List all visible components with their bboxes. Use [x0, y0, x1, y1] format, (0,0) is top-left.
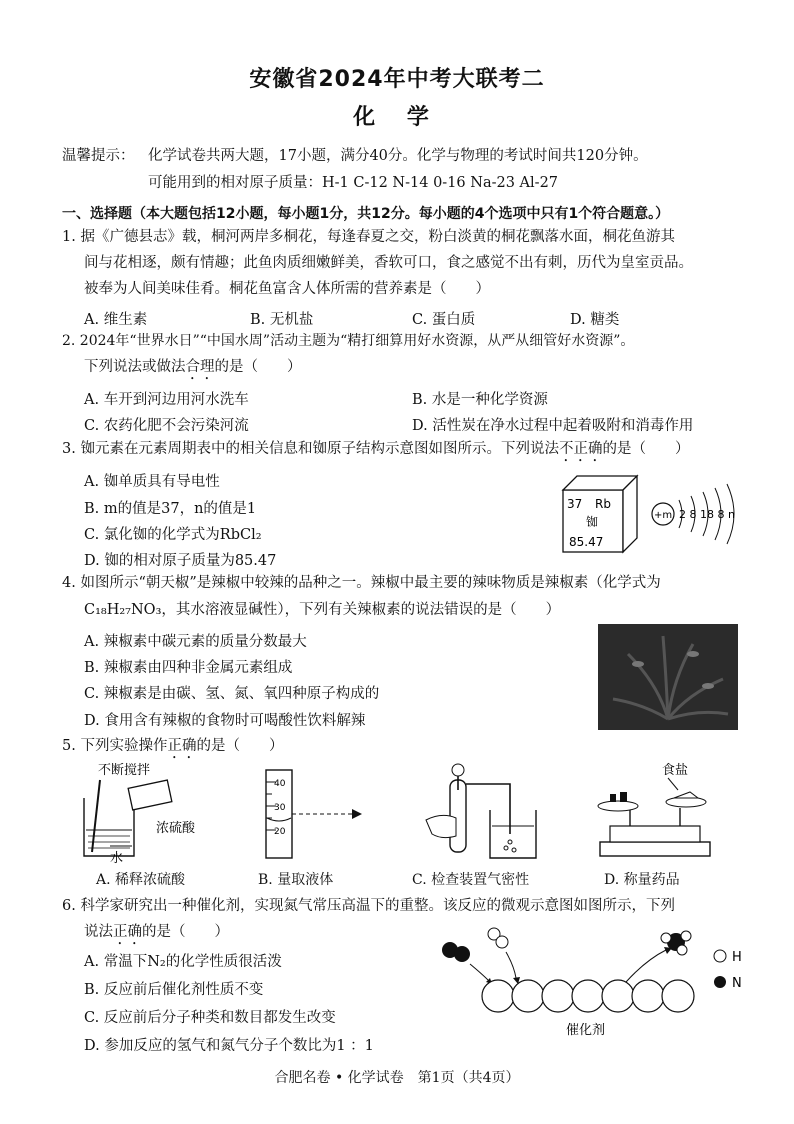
- q2-option-c: C. 农药化肥不会污染河流: [84, 418, 249, 434]
- page-footer: 合肥名卷 • 化学试卷 第1页（共4页）: [274, 1070, 520, 1086]
- n2-molecule: [442, 942, 470, 962]
- q1-option-b: B. 无机盐: [250, 312, 314, 328]
- periodic-cell: [563, 476, 637, 552]
- q5-line1-c: 的是（ ）: [196, 738, 284, 754]
- q2-line2: [84, 354, 302, 383]
- notice-line1: 化学试卷共两大题，17小题，满分40分。化学与物理的考试时间共120分钟。: [148, 148, 648, 164]
- label-acid: 浓硫酸: [156, 821, 196, 836]
- legend: [714, 950, 742, 991]
- q3-line1: [62, 436, 689, 465]
- tick-20: 20: [274, 827, 286, 837]
- subject-title: 化 学: [353, 105, 441, 130]
- q1-line1: 1. 据《广德县志》载，桐河两岸多桐花，每逢春夏之交，粉白淡黄的桐花飘落水面，桐花鱼游其: [62, 229, 675, 245]
- atom-nucleus: +m: [654, 510, 673, 521]
- q5-option-c: C. 检查装置气密性: [412, 872, 530, 888]
- q6-emphasis: 正确: [113, 924, 142, 940]
- q5-figures: [70, 760, 730, 864]
- notice-line2: 可能用到的相对原子质量：H-1 C-12 N-14 0-16 Na-23 Al-27: [148, 175, 559, 191]
- q5-option-b: B. 量取液体: [258, 872, 334, 888]
- cell-mass: 85.47: [569, 535, 604, 549]
- figure-dilute-acid: [84, 762, 196, 864]
- notice-label: 温馨提示：: [62, 148, 135, 164]
- q3-option-d: D. 铷的相对原子质量为85.47: [84, 553, 277, 569]
- q2-option-a: A. 车开到河边用河水洗车: [84, 392, 249, 408]
- cell-name: 铷: [586, 515, 599, 529]
- q3-option-a: A. 铷单质具有导电性: [84, 474, 220, 490]
- q1-option-a: A. 维生素: [84, 312, 148, 328]
- q5-emphasis: 正确: [167, 738, 197, 754]
- q5-option-d: D. 称量药品: [604, 872, 680, 888]
- q4-option-b: B. 辣椒素由四种非金属元素组成: [84, 660, 293, 676]
- q5-line1-a: 5. 下列实验操作: [62, 738, 168, 754]
- q3-line1-a: 3. 铷元素在元素周期表中的相关信息和铷原子结构示意图如图所示。下列说法: [62, 441, 559, 457]
- q1-line2: 间与花相逐，颇有情趣；此鱼肉质细嫩鲜美，香软可口，食之感觉不出有刺，历代为皇室贡品。: [84, 255, 693, 271]
- legend-n: N: [732, 976, 742, 991]
- nh3-molecule: [661, 931, 691, 955]
- figure-airtight: [426, 764, 536, 858]
- tick-30: 30: [274, 803, 286, 813]
- chili-photo: [598, 624, 738, 730]
- label-water: 水: [110, 851, 124, 864]
- q5-option-a: A. 稀释浓硫酸: [96, 872, 186, 888]
- legend-h: H: [732, 950, 742, 965]
- q6-option-d: D. 参加反应的氢气和氮气分子个数比为1 ：1: [84, 1038, 374, 1054]
- h2-molecule: [488, 928, 508, 948]
- q1-option-c: C. 蛋白质: [412, 312, 476, 328]
- rb-figure: [555, 468, 755, 558]
- q6-reaction-figure: [436, 920, 756, 1040]
- q6-option-c: C. 反应前后分子种类和数目都发生改变: [84, 1010, 336, 1026]
- atom-structure: [652, 484, 735, 544]
- figure-cylinder: [266, 770, 362, 858]
- cell-symbol: Rb: [595, 497, 611, 511]
- q5-line1: [62, 733, 283, 762]
- q4-line2: C₁₈H₂₇NO₃，其水溶液显碱性），下列有关辣椒素的说法错误的是（ ）: [84, 602, 561, 618]
- q3-option-c: C. 氯化铷的化学式为RbCl₂: [84, 527, 262, 543]
- q4-option-c: C. 辣椒素是由碳、氢、氮、氧四种原子构成的: [84, 686, 380, 702]
- q4-option-a: A. 辣椒素中碳元素的质量分数最大: [84, 634, 307, 650]
- q6-option-a: A. 常温下N₂的化学性质很活泼: [84, 954, 282, 970]
- q2-line1: 2. 2024年“世界水日”“中国水周”活动主题为“精打细算用好水资源，从严从细管好水资源”。: [62, 333, 635, 349]
- figure-balance: [598, 762, 710, 856]
- catalyst-label: 催化剂: [566, 1023, 606, 1038]
- q3-emphasis: 不正确: [558, 441, 603, 457]
- q1-line3: 被奉为人间美味佳肴。桐花鱼富含人体所需的营养素是（ ）: [84, 281, 490, 297]
- q6-line2: [84, 919, 229, 948]
- q3-line1-c: 的是（ ）: [602, 441, 690, 457]
- q2-line2-a: 下列说法或做法: [84, 359, 186, 375]
- q4-option-d: D. 食用含有辣椒的食物时可喝酸性饮料解辣: [84, 713, 366, 729]
- q3-option-b: B. m的值是37，n的值是1: [84, 501, 257, 517]
- exam-title: 安徽省2024年中考大联考二: [249, 67, 545, 92]
- cell-number: 37: [567, 497, 583, 511]
- q6-line1: 6. 科学家研究出一种催化剂，实现氮气常压高温下的重整。该反应的微观示意图如图所示，下列: [62, 898, 675, 914]
- tick-40: 40: [274, 779, 286, 789]
- q6-line2-a: 说法: [84, 924, 113, 940]
- catalyst-surface: [482, 980, 694, 1012]
- q2-line2-c: 的是（ ）: [214, 359, 302, 375]
- q6-option-b: B. 反应前后催化剂性质不变: [84, 982, 264, 998]
- label-stir: 不断搅拌: [98, 763, 151, 778]
- q2-option-b: B. 水是一种化学资源: [412, 392, 548, 408]
- section1-title: 一、选择题（本大题包括12小题，每小题1分，共12分。每小题的4个选项中只有1个符合题意。）: [62, 206, 670, 222]
- label-salt: 食盐: [662, 763, 689, 778]
- q1-option-d: D. 糖类: [570, 312, 620, 328]
- q4-line1: 4. 如图所示“朝天椒”是辣椒中较辣的品种之一。辣椒中最主要的辣味物质是辣椒素（化学式为: [62, 575, 661, 591]
- q2-option-d: D. 活性炭在净水过程中起着吸附和消毒作用: [412, 418, 694, 434]
- atom-shells: 2 8 18 8 n: [679, 508, 735, 521]
- q6-line2-c: 的是（ ）: [142, 924, 229, 940]
- q2-emphasis: 合理: [185, 359, 215, 375]
